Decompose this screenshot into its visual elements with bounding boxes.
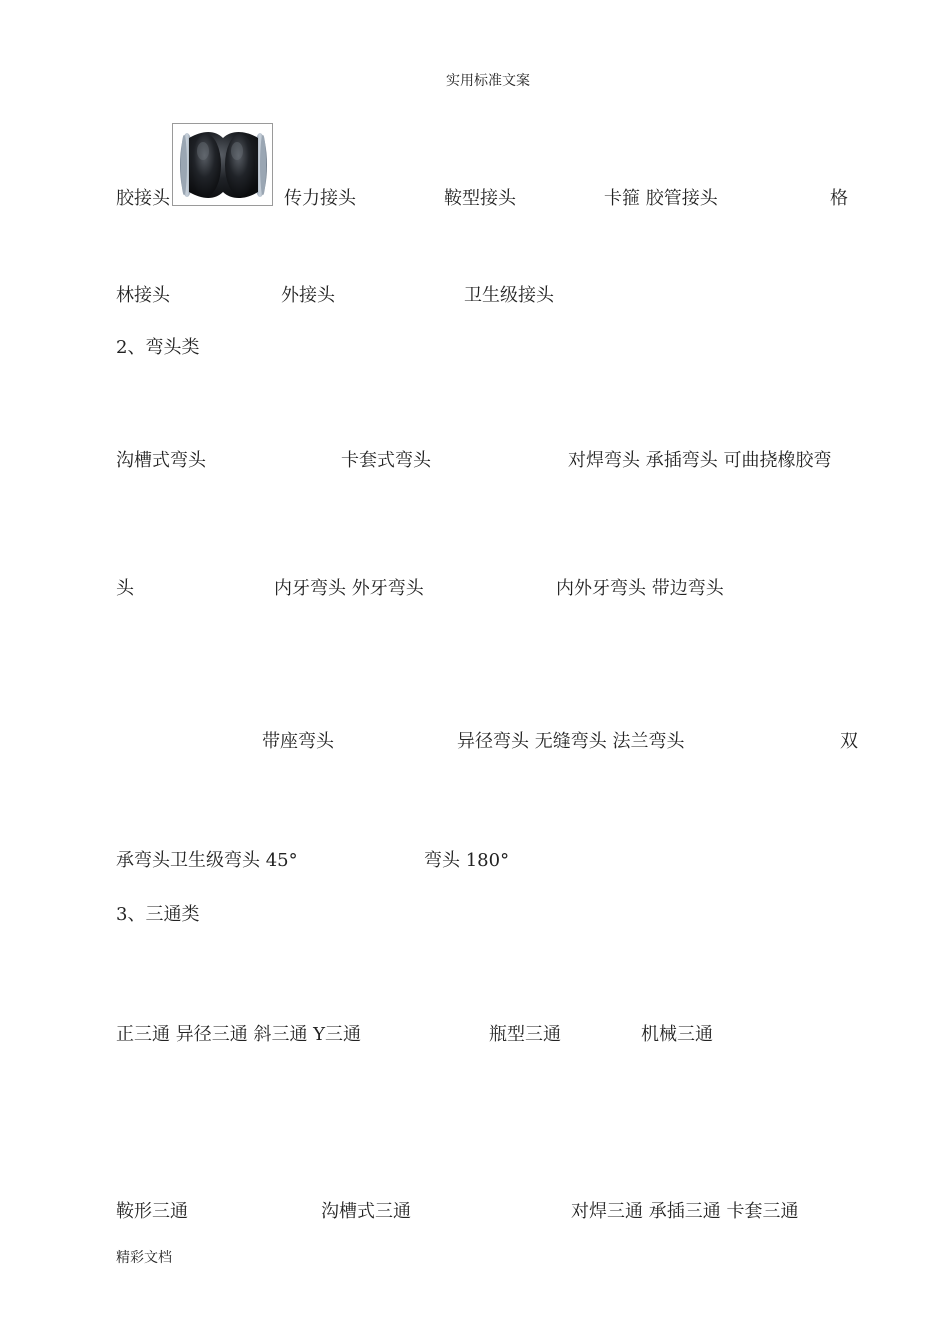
item-rubber-joint: 胶接头 (116, 188, 170, 209)
rubber-expansion-joint-photo (172, 123, 273, 206)
item-grooved-tee: 沟槽式三通 (321, 1201, 411, 1222)
item-ferrule-elbow: 卡套式弯头 (341, 450, 431, 471)
item-elbow-suffix: 头 (116, 578, 134, 599)
section-heading-tees: 3、三通类 (116, 904, 200, 925)
item-saddle-tee: 鞍形三通 (116, 1201, 188, 1222)
item-grid-joint: 林接头 (116, 285, 170, 306)
item-straight-reducing-lateral-y-tees: 正三通 异径三通 斜三通 Y三通 (116, 1024, 362, 1045)
page-footer: 精彩文档 (116, 1250, 172, 1266)
item-socket-sanitary-45-elbow: 承弯头卫生级弯头 45° (116, 850, 298, 871)
item-reducing-seamless-flange-elbows: 异径弯头 无缝弯头 法兰弯头 (457, 731, 685, 752)
item-double-prefix: 双 (840, 731, 858, 752)
item-clamp-hose-joint: 卡箍 胶管接头 (604, 188, 718, 209)
item-grooved-elbow: 沟槽式弯头 (116, 450, 206, 471)
item-sanitary-joint: 卫生级接头 (464, 285, 554, 306)
page-header: 实用标准文案 (446, 73, 530, 89)
section-heading-elbows: 2、弯头类 (116, 337, 200, 358)
item-mechanical-tee: 机械三通 (641, 1024, 713, 1045)
item-bottle-tee: 瓶型三通 (489, 1024, 561, 1045)
item-base-elbow: 带座弯头 (262, 731, 334, 752)
rubber-joint-illustration (173, 124, 273, 206)
item-weld-socket-ferrule-tees: 对焊三通 承插三通 卡套三通 (571, 1201, 799, 1222)
item-weld-socket-flex-elbow: 对焊弯头 承插弯头 可曲挠橡胶弯 (568, 450, 832, 471)
item-external-joint: 外接头 (281, 285, 335, 306)
item-saddle-joint: 鞍型接头 (444, 188, 516, 209)
item-inout-flange-elbows: 内外牙弯头 带边弯头 (556, 578, 724, 599)
item-grid-prefix: 格 (830, 188, 848, 209)
item-180-elbow: 弯头 180° (424, 850, 510, 871)
item-threaded-elbows: 内牙弯头 外牙弯头 (274, 578, 424, 599)
item-force-transfer-joint: 传力接头 (284, 188, 356, 209)
